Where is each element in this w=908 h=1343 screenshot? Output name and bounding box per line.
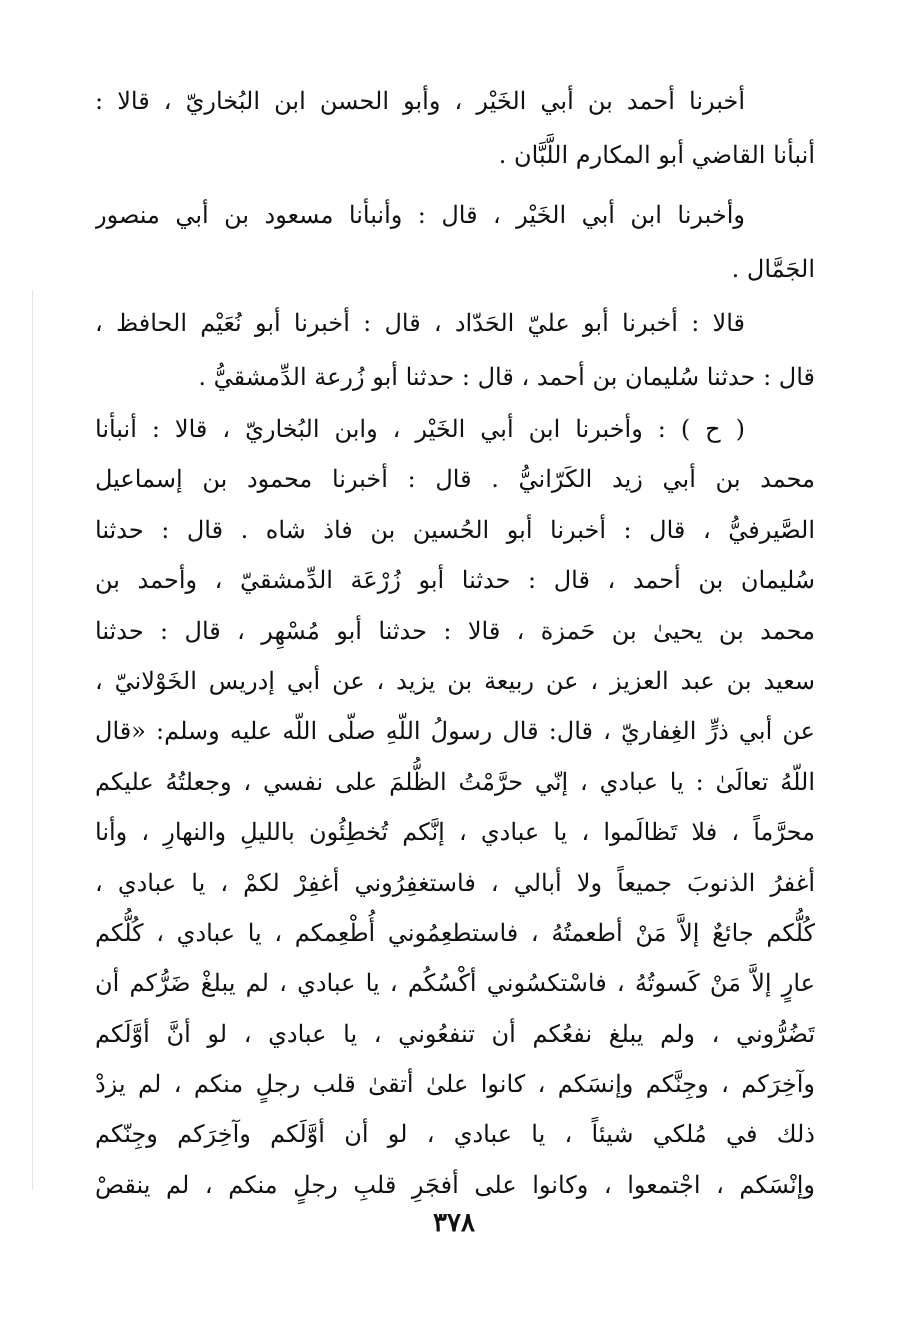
text-line: سُليمان بن أحمد ، قال : حدثنا أبو زُرْعَة الدِّمشقيّ ، وأحمد بن bbox=[95, 566, 815, 595]
text-line: محمد بن أبي زيد الكَرّانيُّ . قال : أخبرنا محمود بن إسماعيل bbox=[95, 465, 815, 494]
paragraph-1 bbox=[95, 74, 815, 182]
page-number: ٣٧٨ bbox=[433, 1208, 475, 1238]
text-line: قالا : أخبرنا أبو عليّ الحَدّاد ، قال : أخبرنا أبو نُعَيْم الحافظ ، bbox=[95, 309, 745, 337]
text-line: الجَمَّال . bbox=[731, 255, 815, 283]
text-line: وآخِرَكم ، وجِنَّكم وإنسَكم ، كانوا علىٰ أتقىٰ قلب رجلٍ منكم ، لم يزدْ bbox=[95, 1070, 815, 1099]
text-line: وأخبرنا ابن أبي الخَيْر ، قال : وأنبأنا مسعود بن أبي منصور bbox=[95, 201, 745, 229]
text-line: تَضُرُّوني ، ولم يبلغ نفعُكم أن تنفعُوني ، يا عبادي ، لو أنَّ أوَّلَكم bbox=[95, 1019, 815, 1048]
text-line: أنبأنا القاضي أبو المكارم اللَّبَّان . bbox=[498, 141, 815, 169]
text-line: عارٍ إلاَّ مَنْ كَسوتُهُ ، فاسْتكسُوني أكْسُكُم ، يا عبادي ، لم يبلغْ ضَرُّكم أن bbox=[95, 969, 815, 998]
paragraph-4 bbox=[95, 404, 815, 1199]
text-line: محمد بن يحيىٰ بن حَمزة ، قالا : حدثنا أبو مُسْهِر ، قال : حدثنا bbox=[95, 616, 815, 645]
text-line: اللّهُ تعالَىٰ : يا عبادي ، إنّي حرَّمْتُ الظُّلمَ على نفسي ، وجعلتُهُ عليكم bbox=[95, 767, 815, 796]
text-line: أخبرنا أحمد بن أبي الخَيْر ، وأبو الحسن ابن البُخاريّ ، قالا : bbox=[95, 87, 745, 115]
text-line: ( ح ) : وأخبرنا ابن أبي الخَيْر ، وابن البُخاريّ ، قالا : أنبأنا bbox=[95, 415, 745, 443]
text-line: ذلك في مُلكي شيئاً ، يا عبادي ، لو أن أوَّلَكم وآخِرَكم وجِنّكم bbox=[95, 1120, 815, 1149]
text-line: كُلُّكم جائعٌ إلاَّ مَنْ أطعمتُهُ ، فاستطعِمُوني أُطْعِمكم ، يا عبادي ، كُلُّكم bbox=[95, 918, 815, 947]
paragraph-2 bbox=[95, 188, 815, 296]
text-line: سعيد بن عبد العزيز ، عن ربيعة بن يزيد ، عن أبي إدريس الخَوْلانيّ ، bbox=[95, 666, 815, 695]
page-edge-shadow bbox=[32, 290, 33, 1190]
text-line: محرَّماً ، فلا تَظالَموا ، يا عبادي ، إنَّكم تُخطِئُون بالليلِ والنهارِ ، وأنا bbox=[95, 818, 815, 847]
text-line: الصَّيرفيُّ ، قال : أخبرنا أبو الحُسين بن فاذ شاه . قال : حدثنا bbox=[95, 515, 815, 544]
text-line: وإنْسَكم ، اجْتمعوا ، وكانوا على أفجَرِ قلبِ رجلٍ منكم ، لم ينقصْ bbox=[95, 1170, 815, 1199]
text-line: قال : حدثنا سُليمان بن أحمد ، قال : حدثنا أبو زُرعة الدِّمشقيُّ . bbox=[198, 363, 815, 391]
paragraph-3 bbox=[95, 296, 815, 404]
text-line: أغفرُ الذنوبَ جميعاً ولا أبالي ، فاستغفِرُوني أغفِرْ لكمْ ، يا عبادي ، bbox=[95, 868, 815, 897]
text-line: عن أبي ذرٍّ الغِفاريّ ، قال: قال رسولُ اللّهِ صلّى اللّه عليه وسلم: «قال bbox=[95, 717, 815, 746]
